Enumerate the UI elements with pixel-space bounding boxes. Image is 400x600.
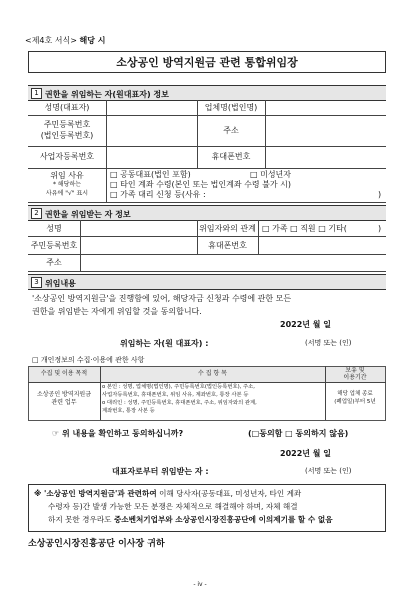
reason-option-minor[interactable]: □ 미성년자 [250, 170, 292, 179]
reason-option-family-close: ) [378, 190, 382, 199]
notice-line-1: ※ '소상공인 방역지원금'과 관련하여 이해 당사자(공동대표, 미성년자, 타인 계좌 [34, 489, 302, 498]
privacy-title: □ 개인정보의 수집·이용에 관한 사항 [32, 356, 145, 364]
reason-option-family[interactable]: □ 가족 대리 신청 등(사유 : [110, 190, 206, 199]
form-number: <제4호 서식> 해당 시 [25, 36, 106, 45]
grantee-phone-label: 휴대폰번호 [208, 241, 247, 250]
grantor-phone-label: 휴대폰번호 [211, 152, 251, 161]
td-items-1: o 본인 : 성명, 업체명(법인명), 주민등록번호(법인등록번호), 주소, [102, 384, 255, 390]
grantee-address-label: 주소 [46, 258, 62, 267]
section-2-header [28, 205, 386, 221]
grantor-sign-hint: (서명 또는 (인) [305, 339, 352, 347]
reason-label: 위임 사유 [50, 171, 84, 180]
td-items-4: 계좌번호, 통장 사본 등 [102, 408, 155, 414]
relation-options[interactable]: □ 가족 □ 직원 □ 기타( [262, 224, 347, 233]
notice-line-3: 하지 못한 경우라도 중소벤처기업부와 소상공인시장진흥공단에 이의제기를 할 수 없음 [48, 515, 333, 524]
td-items-3: o 대리인 : 성명, 주민등록번호, 휴대폰번호, 주소, 위임자와의 관계, [102, 400, 257, 406]
grantor-address-label: 주소 [223, 126, 239, 135]
td-purpose-2: 관련 업무 [51, 399, 77, 406]
grantee-name-label: 성명 [46, 224, 62, 233]
td-retention-2: (폐업일)부터 5년 [334, 399, 376, 405]
grantor-rrn-label: 주민등록번호 [43, 120, 91, 129]
consent-question: ☞ 위 내용을 확인하고 동의하십니까? [52, 429, 184, 438]
delegation-text-line-1: '소상공인 방역지원금'을 진행함에 있어, 해당자금 신청과 수령에 관한 모든 [32, 294, 292, 303]
grantee-signature-label: 대표자로부터 위임받는 자 : [112, 467, 209, 476]
page-title: 소상공인 방역지원금 관련 통합위임장 [116, 56, 298, 69]
section-3-header [28, 274, 386, 290]
date-line: 2022년 월 일 [280, 320, 332, 329]
th-purpose: 수집 및 이용 목적 [40, 370, 88, 377]
section-title: 권한을 위임받는 자 정보 [45, 210, 131, 219]
reason-label-note: * 해당하는 [52, 181, 82, 188]
section-number: 3 [31, 277, 42, 288]
section-title: 권한을 위임하는 자(원대표자) 정보 [45, 90, 169, 99]
grantor-company-label: 업체명(법인명) [204, 103, 258, 112]
reason-label-note-2: 사유에 "√" 표시 [45, 190, 89, 197]
grantor-name-label: 성명(대표자) [44, 103, 90, 112]
consent-options[interactable]: (□동의함 □ 동의하지 않음) [248, 429, 349, 438]
th-retention-2: 이용기간 [343, 374, 367, 381]
addressee: 소상공인시장진흥공단 이사장 귀하 [28, 539, 165, 549]
th-items: 수 집 항 목 [198, 370, 227, 377]
date-line-2: 2022년 월 일 [280, 449, 332, 458]
relation-close: ) [378, 224, 382, 233]
reason-option-co-ceo[interactable]: □ 공동대표(법인 포함) [110, 170, 191, 179]
td-items-2: 사업자등록번호, 휴대폰번호, 위임 사유, 계좌번호, 통장 사본 등 [102, 392, 249, 398]
grantee-relation-label: 위임자와의 관계 [199, 224, 256, 233]
section-number: 2 [31, 208, 42, 219]
reason-option-other-account[interactable]: □ 타인 계좌 수령(본인 또는 법인계좌 수령 불가 시) [110, 180, 291, 189]
td-purpose: 소상공인 방역지원금 [36, 391, 92, 398]
section-1-header [28, 85, 386, 101]
section-number: 1 [31, 88, 42, 99]
section-title: 위임내용 [45, 279, 76, 288]
grantor-signature-label: 위임하는 자(원 대표자) : [120, 339, 209, 348]
td-retention: 해당 업체 종료 [337, 391, 373, 397]
grantor-rrn-label-sub: (법인등록번호) [40, 131, 94, 140]
notice-line-2: 수령자 등)간 발생 가능한 모든 분쟁은 자체적으로 해결해야 하며, 자체 해결 [48, 502, 298, 511]
delegation-text-line-2: 권한을 위임받는 자에게 위임할 것을 동의합니다. [32, 307, 202, 316]
grantee-rrn-label: 주민등록번호 [30, 241, 78, 250]
th-retention: 보유 및 [345, 367, 365, 374]
page-number: - iv - [193, 581, 207, 588]
grantee-sign-hint: (서명 또는 (인) [305, 467, 352, 475]
grantor-bizno-label: 사업자등록번호 [39, 152, 95, 161]
